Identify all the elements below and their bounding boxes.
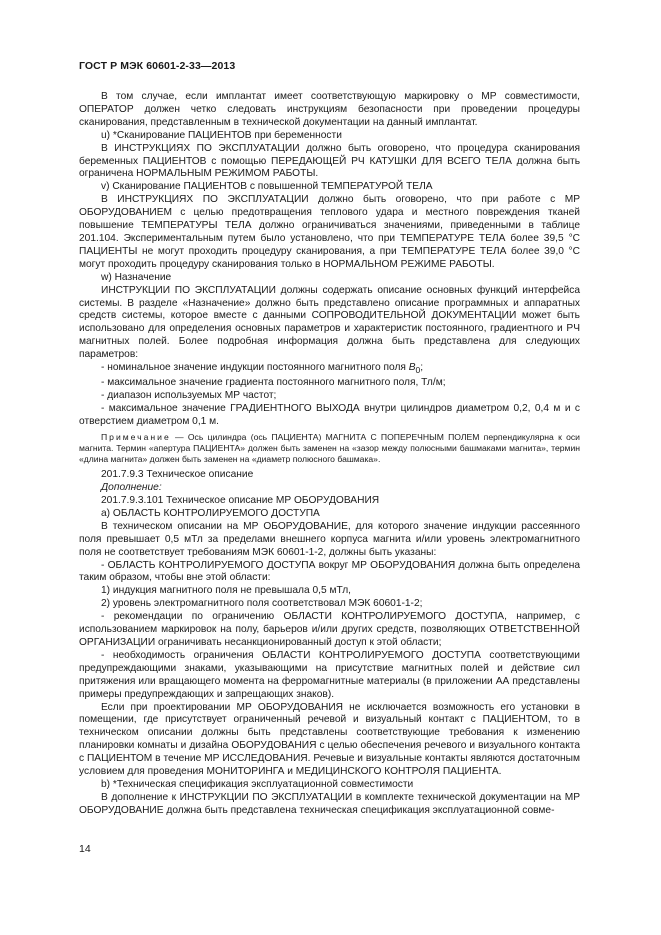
list-item: 2) уровень электромагнитного поля соответствовал МЭК 60601-1-2; [101, 598, 423, 610]
note [79, 432, 580, 466]
paragraph: В техническом описании на МР ОБОРУДОВАНИЕ, для которого значение индукции рассеянного поля превышает 0,5 мТл за пределами внешнего корпуса магнита и/или уровень электромагнитного поля не соответствует требованиям МЭК 60601-1-2, должны быть указаны: [79, 520, 580, 558]
list-item: - необходимость ограничения ОБЛАСТИ КОНТРОЛИРУЕМОГО ДОСТУПА соответствующими предупреждающими знаками, указывающими на присутствие магнитных полей и действие сил притяжения или вращающего момента на ферромагнитные материалы (в приложении АА представлены примеры предупреждающих и запрещающих знаков). [79, 649, 580, 700]
body-text [79, 91, 580, 818]
subsection-heading: 201.7.9.3.101 Техническое описание МР ОБОРУДОВАНИЯ [101, 495, 380, 507]
page-number: 14 [79, 843, 91, 855]
note-text: — Ось цилиндра (ось ПАЦИЕНТА) МАГНИТА С ПОПЕРЕЧНЫМ ПОЛЕМ перпендикулярна к оси магнита. Термин «апертура ПАЦИЕНТА» должен быть заменен на «зазор между полюсными башмаками магнита», термин «длина магнита» должен быть заменен на «диаметр полюсного башмака». [79, 431, 580, 464]
addition-label-text: Дополнение: [101, 482, 162, 494]
paragraph: Если при проектировании МР ОБОРУДОВАНИЯ не исключается возможность его установки в помещении, где присутствует ограниченный речевой и визуальный контакт с ПАЦИЕНТОМ, то в техническом описании должны быть представлены соответствующие требования к изменению планировки комнаты и дизайна ОБОРУДОВАНИЯ с целью обеспечения речевого и визуального контакта с ПАЦИЕНТОМ в течение МР ИССЛЕДОВАНИЯ. Речевые и визуальные контакты являются достаточным условием для проведения МОНИТОРИНГА и МЕДИЦИНСКОГО КОНТРОЛЯ ПАЦИЕНТА. [79, 701, 580, 778]
list-item-end: ; [420, 362, 424, 374]
list-item: - максимальное значение градиента постоянного магнитного поля, Тл/м; [101, 376, 446, 388]
symbol-subscript: 0 [415, 365, 421, 376]
list-item-text: - номинальное значение индукции постоянного магнитного поля [101, 362, 409, 374]
item-heading-a: а) ОБЛАСТЬ КОНТРОЛИРУЕМОГО ДОСТУПА [101, 507, 320, 519]
list-item: - рекомендации по ограничению ОБЛАСТИ КОНТРОЛИРУЕМОГО ДОСТУПА, например, с использованием маркировок на полу, барьеров и/или других средств, позволяющих ОТВЕТСТВЕННОЙ ОРГАНИЗАЦИИ ограничивать несанкционированный доступ к этой области; [79, 611, 580, 648]
page-header-standard-title: ГОСТ Р МЭК 60601-2-33—2013 [79, 60, 236, 72]
note-label: Примечание [101, 431, 171, 442]
list-item: - ОБЛАСТЬ КОНТРОЛИРУЕМОГО ДОСТУПА вокруг МР ОБОРУДОВАНИЯ должна быть определена таким образом, чтобы вне этой области: [79, 559, 580, 584]
list-item [79, 362, 580, 377]
symbol-b: B [408, 362, 416, 374]
list-item: - диапазон используемых МР частот; [101, 389, 277, 401]
paragraph: ИНСТРУКЦИИ ПО ЭКСПЛУАТАЦИИ должны содержать описание основных функций интерфейса системы. В разделе «Назначение» должно быть представлено описание программных и аппаратных средств системы, которое вместе с данными СОПРОВОДИТЕЛЬНОЙ ДОКУМЕНТАЦИИ может быть использовано для определения основных параметров и характеристик постоянного, градиентного и РЧ магнитных полей. Более подробная информация должна быть представлена для следующих параметров: [79, 284, 580, 361]
item-heading-v: v) Сканирование ПАЦИЕНТОВ с повышенной ТЕМПЕРАТУРОЙ ТЕЛА [101, 181, 433, 193]
list-item: 1) индукция магнитного поля не превышала 0,5 мТл, [101, 585, 351, 597]
item-heading-u: u) *Сканирование ПАЦИЕНТОВ при беременности [101, 129, 342, 141]
paragraph: В том случае, если имплантат имеет соответствующую маркировку о МР совместимости, ОПЕРАТОР должен четко следовать инструкциям безопасности при проведении процедуры сканирования, представленным в технической документации на данный имплантат. [79, 91, 580, 128]
paragraph: В ИНСТРУКЦИЯХ ПО ЭКСПЛУАТАЦИИ должно быть оговорено, что при работе с МР ОБОРУДОВАНИЕМ с целью предотвращения теплового удара и местного повреждения тканей повышение ТЕМПЕРАТУРЫ ТЕЛА должно ограничиваться значениями, приведенными в таблице 201.104. Экспериментальным путем было установлено, что при ТЕМПЕРАТУРЕ ТЕЛА более 39,5 °С ПАЦИЕНТЫ не могут проходить процедуру сканирования, а при ТЕМПЕРАТУРЕ ТЕЛА более 39,0 °С могут проходить процедуру сканирования только в НОРМАЛЬНОМ РЕЖИМЕ РАБОТЫ. [79, 194, 580, 270]
paragraph: В ИНСТРУКЦИЯХ ПО ЭКСПЛУАТАЦИИ должно быть оговорено, что процедура сканирования беременных ПАЦИЕНТОВ с помощью ПЕРЕДАЮЩЕЙ РЧ КАТУШКИ ДЛЯ ВСЕГО ТЕЛА должна быть ограничена НОРМАЛЬНЫМ РЕЖИМОМ РАБОТЫ. [79, 142, 580, 180]
paragraph: В дополнение к ИНСТРУКЦИИ ПО ЭКСПЛУАТАЦИИ в комплекте технической документации на МР ОБОРУДОВАНИЕ должна быть представлена техническая спецификация эксплуатационной совме- [79, 791, 580, 816]
section-heading: 201.7.9.3 Техническое описание [101, 469, 254, 481]
list-item: - максимальное значение ГРАДИЕНТНОГО ВЫХОДА внутри цилиндров диаметром 0,2, 0,4 м и с отверстием диаметром 0,1 м. [79, 402, 580, 427]
addition-label [79, 482, 580, 495]
item-heading-b: b) *Техническая спецификация эксплуатационной совместимости [101, 778, 414, 790]
item-heading-w: w) Назначение [101, 271, 172, 283]
